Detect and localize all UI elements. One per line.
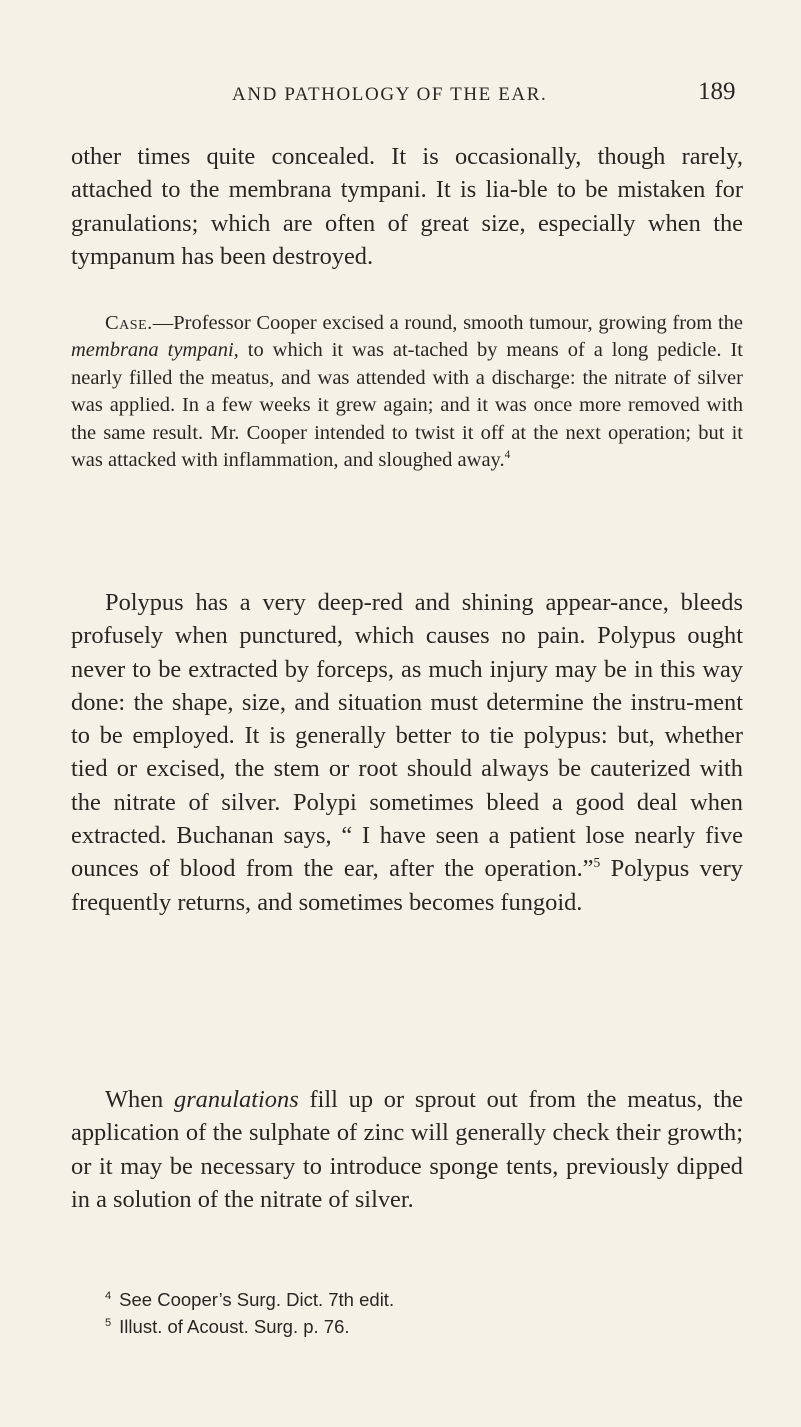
footnote-text: See Cooper’s Surg. Dict. 7th edit. — [119, 1289, 395, 1310]
granulations-text-start: When — [105, 1086, 174, 1113]
page-header — [0, 78, 801, 118]
case-italic-term: membrana tympani, — [71, 339, 239, 362]
paragraph-opening — [71, 140, 743, 273]
footnote-mark: 5 — [105, 1316, 112, 1329]
running-head: AND PATHOLOGY OF THE EAR. — [232, 84, 548, 105]
case-label: Case. — [105, 312, 153, 334]
polypus-text-end: Polypus very frequently returns, and sometimes becomes fungoid. — [71, 855, 743, 916]
footnote-text: Illust. of Acoust. Surg. p. 76. — [119, 1316, 350, 1337]
footnote-ref-4: 4 — [504, 449, 511, 462]
paragraph-text: other times quite concealed. It is occasionally, though rarely, attached to the membrana tympani. It is lia-ble to be mistaken for granulations; which are often of great size, especially when the tympanum has been destroyed. — [71, 143, 743, 270]
footnotes — [105, 1286, 705, 1340]
footnote — [105, 1286, 705, 1313]
page-number: 189 — [698, 78, 736, 105]
footnote-ref-5: 5 — [593, 855, 601, 871]
paragraph-polypus — [71, 586, 743, 919]
footnote-mark: 4 — [105, 1289, 112, 1302]
polypus-text: Polypus has a very deep-red and shining appear-ance, bleeds profusely when punctured, which causes no pain. Polypus ought never to be extracted by forceps, as much injury may be in this way done: the shape, size, and situation must determine the instru-ment to be employed. It is generally better to tie polypus: but, whether tied or excised, the stem or root should always be cauterized with the nitrate of silver. Polypi sometimes bleed a good deal when extracted. Buchanan says, “ I have seen a patient lose nearly five ounces of blood from the ear, after the operation.” — [71, 589, 743, 883]
paragraph-granulations — [71, 1083, 743, 1216]
case-text-end: to which it was at-tached by means of a long pedicle. It nearly filled the meatus, and was attended with a discharge: the nitrate of silver was applied. In a few weeks it grew again; and it was once more removed with the same result. Mr. Cooper intended to twist it off at the next operation; but it was attacked with inflammation, and sloughed away. — [71, 339, 743, 472]
granulations-text-end: fill up or sprout out from the meatus, the application of the sulphate of zinc will generally check their growth; or it may be necessary to introduce sponge tents, previously dipped in a solution of the nitrate of silver. — [71, 1086, 743, 1213]
case-paragraph — [71, 310, 743, 474]
granulations-italic-term: granulations — [174, 1086, 299, 1113]
footnote — [105, 1313, 705, 1340]
case-text-start: —Professor Cooper excised a round, smooth tumour, growing from the — [152, 312, 743, 334]
